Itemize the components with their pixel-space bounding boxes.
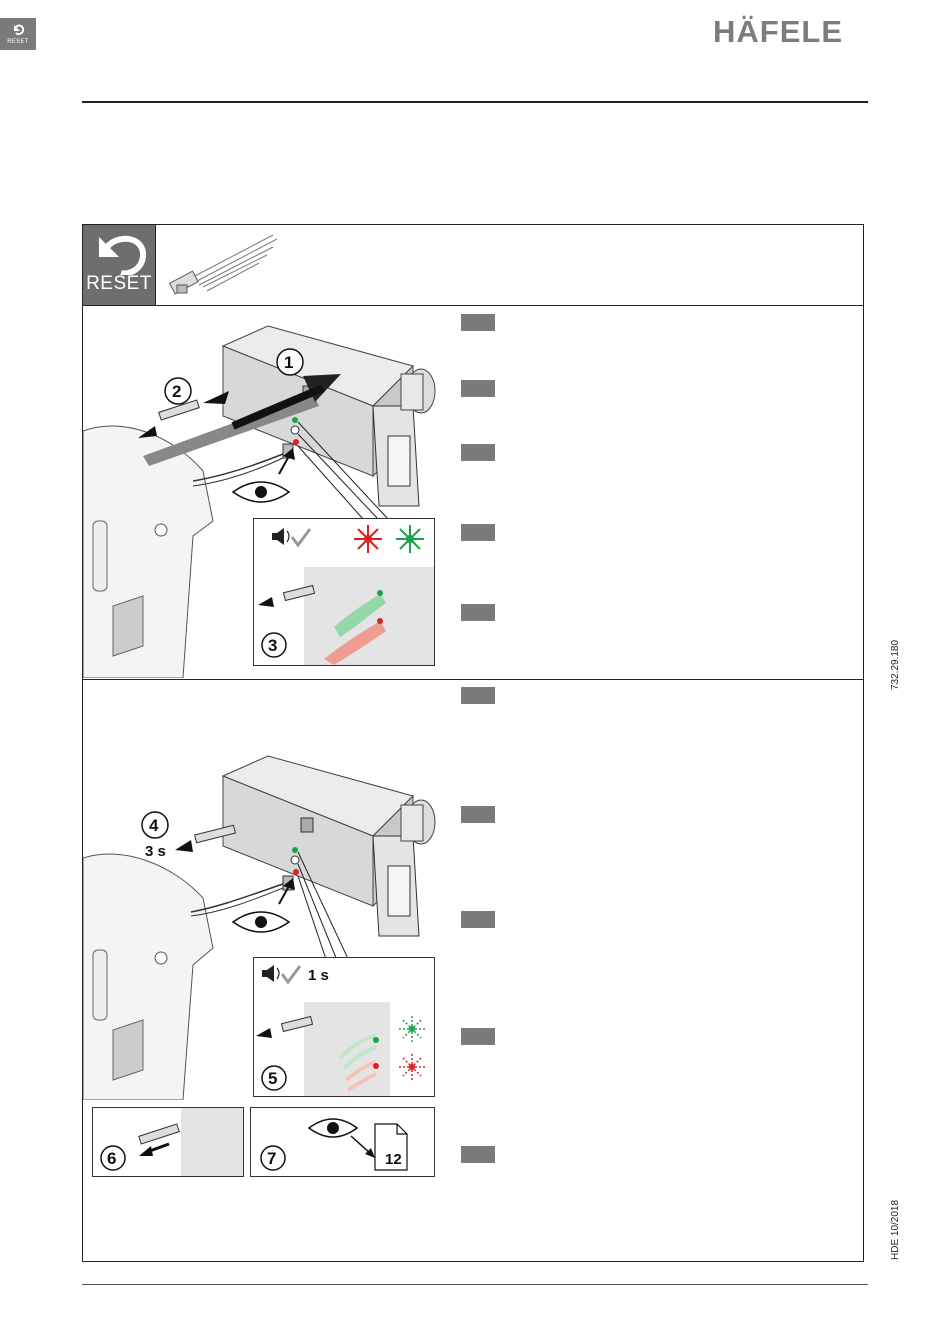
step-marker — [461, 687, 495, 704]
eye-icon — [309, 1119, 357, 1137]
step-marker — [461, 524, 495, 541]
callout-4: 4 — [149, 816, 159, 835]
callout-6: 6 — [107, 1149, 117, 1168]
page-reference: 12 — [385, 1151, 402, 1168]
header-rule — [82, 101, 868, 103]
green-led-flash-icon — [396, 525, 424, 553]
checkmark-icon — [282, 966, 300, 982]
article-number: 732.29.180 — [890, 639, 901, 690]
callout-5: 5 — [268, 1069, 278, 1088]
step-marker — [461, 444, 495, 461]
red-led-flash-icon — [399, 1054, 425, 1080]
led-inset-bottom — [253, 957, 435, 1097]
eye-icon — [233, 482, 289, 502]
reset-badge — [83, 225, 156, 305]
see-page-inset — [250, 1107, 435, 1177]
hold-time-label: 3 s — [145, 843, 166, 860]
step-marker — [461, 806, 495, 823]
led-inset-top — [253, 518, 435, 666]
eye-icon — [233, 912, 289, 932]
step-marker — [461, 604, 495, 621]
instruction-frame — [82, 224, 864, 1262]
reset-badge-label: RESET — [86, 273, 152, 294]
step-marker — [461, 1028, 495, 1045]
checkmark-icon — [292, 529, 310, 545]
corner-reset-label: RESET — [7, 39, 29, 45]
footer-rule — [82, 1284, 868, 1285]
callout-2: 2 — [172, 382, 182, 401]
reset-icon — [10, 21, 26, 37]
step-marker — [461, 380, 495, 397]
callout-7: 7 — [267, 1149, 277, 1168]
brand-logo: HÄFELE — [713, 14, 843, 49]
remove-key-inset — [92, 1107, 244, 1177]
corner-reset-tab[interactable] — [0, 18, 36, 50]
document-code: HDE 10/2018 — [890, 1199, 901, 1260]
key-cable-illustration — [163, 229, 283, 303]
green-led-flash-icon — [399, 1016, 425, 1042]
confirm-time-label: 1 s — [308, 967, 329, 984]
reset-arrow-icon — [83, 227, 155, 275]
red-led-flash-icon — [354, 525, 382, 553]
speaker-icon — [272, 528, 289, 545]
callout-1: 1 — [284, 353, 294, 372]
step-marker — [461, 1146, 495, 1163]
speaker-icon — [262, 965, 279, 982]
step-marker — [461, 314, 495, 331]
callout-3: 3 — [268, 636, 278, 655]
step-marker — [461, 911, 495, 928]
